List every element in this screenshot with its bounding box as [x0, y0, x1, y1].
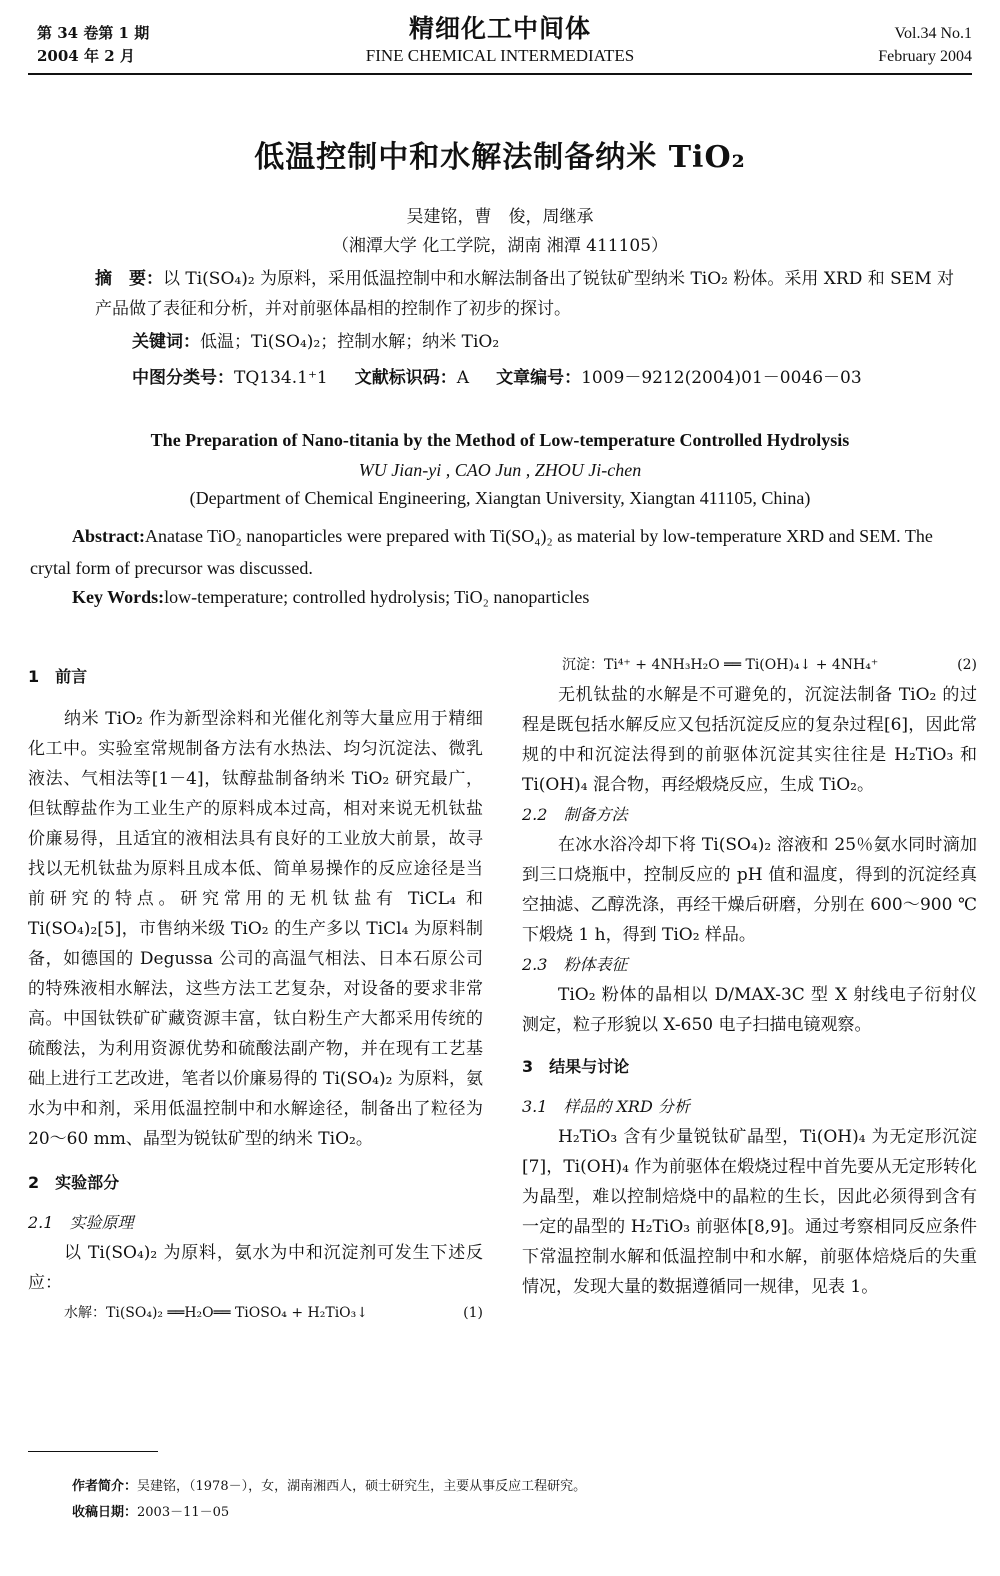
paragraph: 无机钛盐的水解是不可避免的，沉淀法制备 TiO₂ 的过程是既包括水解反应又包括沉淀反应的复杂过程[6]，因此常规的中和沉淀法得到的前驱体沉淀其实往往是 H₂TiO₃ 和 Ti(OH)₄ 混合物，再经煅烧反应，生成 TiO₂。 [522, 685, 977, 795]
keywords-cn [132, 330, 972, 354]
journal-name-en: FINE CHEMICAL INTERMEDIATES [365, 46, 635, 65]
english-keywords-text: low-temperature; controlled hydrolysis; TiO₂ nanoparticles [164, 587, 590, 607]
article-no-value: 1009－9212(2004)01－0046－03 [581, 368, 862, 388]
abstract-cn-text: 以 Ti(SO₄)₂ 为原料，采用低温控制中和水解法制备出了锐钛矿型纳米 TiO₂ 粉体。采用 XRD 和 SEM 对产品做了表征和分析，并对前驱体晶相的控制作了初步的探讨。 [95, 269, 955, 319]
received-date [72, 1500, 952, 1526]
journal-name [300, 14, 700, 66]
footnote-rule [28, 1451, 158, 1452]
article-title: 低温控制中和水解法制备纳米 TiO₂ [254, 140, 746, 175]
keywords-cn-text: 低温；Ti(SO₄)₂；控制水解；纳米 TiO₂ [200, 332, 500, 352]
classification-line [132, 366, 972, 390]
paragraph: TiO₂ 粉体的晶相以 D/MAX-3C 型 X 射线电子衍射仪测定，粒子形貌以 X-650 电子扫描电镜观察。 [522, 985, 977, 1035]
author-bio-text: 吴建铭，（1978－），女，湖南湘西人，硕士研究生，主要从事反应工程研究。 [137, 1479, 587, 1494]
english-abstract-text: Anatase TiO₂ nanoparticles were prepared with Ti(SO₄)₂ as material by low-temperature XRD and SEM. The crytal form of precursor was discussed. [30, 526, 933, 578]
section-heading: 3 结果与讨论 [522, 1057, 630, 1076]
author-bio-label: 作者简介： [72, 1479, 138, 1494]
equation-2-number: (2) [957, 657, 977, 673]
english-keywords-label: Key Words: [72, 587, 165, 607]
header-rule [28, 73, 972, 75]
section-heading: 2 实验部分 [28, 1173, 120, 1192]
header-date: 2004 年 2 月 [37, 47, 135, 65]
journal-name-cn: 精细化工中间体 [408, 14, 591, 43]
english-abstract [30, 520, 975, 584]
equation-1-text: 水解：Ti(SO₄)₂ ══H₂O══ TiOSO₄ + H₂TiO₃↓ [64, 1305, 369, 1321]
equation-2 [522, 650, 977, 680]
author-bio [72, 1474, 952, 1500]
english-abstract-label: Abstract: [72, 526, 145, 546]
header-volume-en: Vol.34 No.1 [894, 25, 972, 42]
header-issue-en [878, 22, 972, 68]
left-column [28, 662, 483, 1328]
footnote [72, 1474, 952, 1526]
abstract-cn-label: 摘 要： [95, 269, 163, 289]
article-authors: 吴建铭，曹 俊，周继承 [406, 207, 594, 227]
paragraph: H₂TiO₃ 含有少量锐钛矿晶型，Ti(OH)₄ 为无定形沉淀[7]，Ti(OH)₄ 作为前驱体在煅烧过程中首先要从无定形转化为晶型，难以控制焙烧中的晶粒的生长，因此必须得到含有一定的晶型的 H₂TiO₃ 前驱体[8,9]。通过考察相同反应条件下常温控制水解和低温控制中和水解，前驱体焙烧后的失重情况，发现大量的数据遵循同一规律，见表 1。 [522, 1127, 977, 1297]
received-date-label: 收稿日期： [72, 1505, 138, 1520]
clc-value: TQ134.1⁺1 [234, 368, 328, 388]
paragraph: 以 Ti(SO₄)₂ 为原料，氨水为中和沉淀剂可发生下述反应： [28, 1243, 483, 1293]
doc-code-label: 文献标识码： [354, 368, 457, 388]
equation-1-number: (1) [463, 1305, 483, 1321]
subsection-heading: 2.1 实验原理 [28, 1213, 134, 1232]
header-date-en: February 2004 [878, 48, 972, 65]
subsection-heading: 2.3 粉体表征 [522, 955, 628, 974]
clc-label: 中图分类号： [132, 368, 234, 388]
header-volume: 第 34 卷第 1 期 [37, 24, 150, 42]
english-authors: WU Jian-yi , CAO Jun , ZHOU Ji-chen [358, 460, 642, 480]
article-affiliation: （湘潭大学 化工学院，湖南 湘潭 411105） [331, 236, 669, 256]
paragraph: 在冰水浴冷却下将 Ti(SO₄)₂ 溶液和 25％氨水同时滴加到三口烧瓶中，控制反应的 pH 值和温度，得到的沉淀经真空抽滤、乙醇洗涤，再经干燥后研磨，分别在 600～900 ℃下煅烧 1 h，得到 TiO₂ 样品。 [522, 835, 977, 945]
received-date-text: 2003－11－05 [137, 1505, 230, 1520]
equation-1 [28, 1298, 483, 1328]
english-title: The Preparation of Nano-titania by the Method of Low-temperature Controlled Hydrolysis [150, 430, 850, 450]
english-affiliation: (Department of Chemical Engineering, Xiangtan University, Xiangtan 411105, China) [189, 488, 811, 508]
keywords-cn-label: 关键词： [132, 332, 200, 352]
right-column [522, 650, 977, 1302]
subsection-heading: 3.1 样品的 XRD 分析 [522, 1097, 690, 1116]
header-issue [37, 22, 149, 68]
subsection-heading: 2.2 制备方法 [522, 805, 628, 824]
article-no-label: 文章编号： [496, 368, 582, 388]
paragraph: 纳米 TiO₂ 作为新型涂料和光催化剂等大量应用于精细化工中。实验室常规制备方法有水热法、均匀沉淀法、微乳液法、气相法等[1－4]，钛醇盐制备纳米 TiO₂ 研究最广，但钛醇盐作为工业生产的原料成本过高，相对来说无机钛盐价廉易得，且适宜的液相法具有良好的工业放大前景，故寻找以无机钛盐为原料且成本低、简单易操作的反应途径是当前研究的特点。研究常用的无机钛盐有 TiCL₄ 和 Ti(SO₄)₂[5]，市售纳米级 TiO₂ 的生产多以 TiCl₄ 为原料制备，如德国的 Degussa 公司的高温气相法、日本石原公司的特殊液相水解法，这些方法工艺复杂，对设备的要求非常高。中国钛铁矿矿藏资源丰富，钛白粉生产大都采用传统的硫酸法，为利用资源优势和硫酸法副产物，并在现有工艺基础上进行工艺改进，笔者以价廉易得的 Ti(SO₄)₂ 为原料，氨水为中和剂，采用低温控制中和水解途径，制备出了粒径为 20～60 mm、晶型为锐钛矿型的纳米 TiO₂。 [28, 709, 483, 1149]
abstract-cn [95, 264, 955, 324]
english-keywords [72, 585, 972, 609]
equation-2-text: 沉淀：Ti⁴⁺ + 4NH₃H₂O ══ Ti(OH)₄↓ + 4NH₄⁺ [562, 657, 879, 673]
doc-code-value: A [456, 368, 470, 388]
section-heading: 1 前言 [28, 667, 88, 686]
